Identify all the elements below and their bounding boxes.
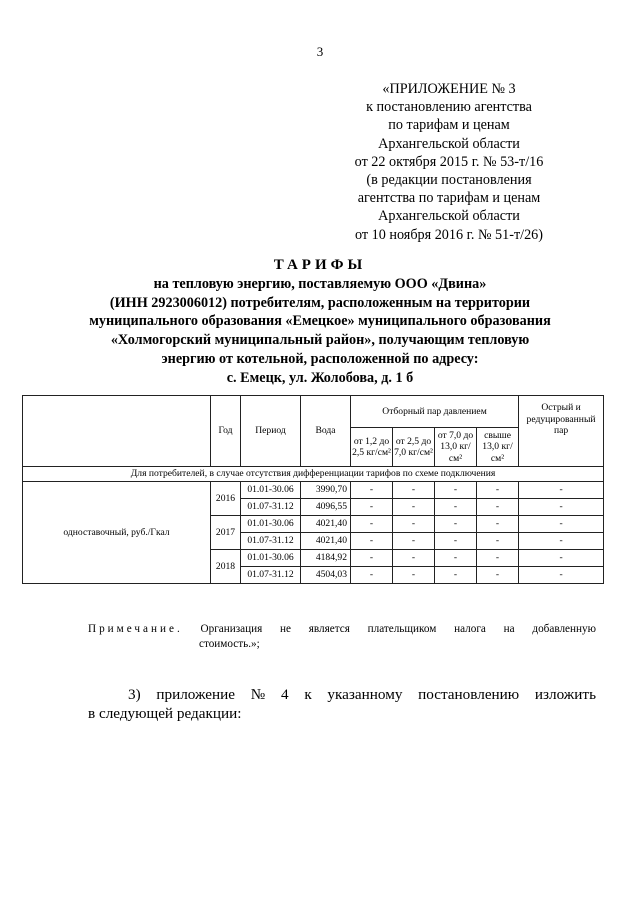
appendix-line: агентства по тарифам и ценам (357, 190, 541, 207)
period-cell: 01.01-30.06 (241, 516, 301, 533)
period-cell: 01.01-30.06 (241, 482, 301, 499)
appendix-line: Архангельской области (378, 208, 520, 225)
item3-word: приложение (156, 686, 236, 703)
footnote (88, 622, 596, 652)
item3-word: к (304, 686, 312, 703)
pressure-2-value: - (393, 516, 435, 533)
pressure-4-value: - (477, 482, 519, 499)
document-title (0, 256, 640, 388)
pressure-3-value: - (435, 482, 477, 499)
footnote-word: не (280, 623, 291, 635)
live-steam-value: - (519, 533, 604, 550)
pressure-1-value: - (351, 533, 393, 550)
pressure-4-value: - (477, 533, 519, 550)
pressure-2-value: - (393, 550, 435, 567)
pressure-4-value: - (477, 516, 519, 533)
paragraph-item-3 (88, 685, 596, 723)
appendix-line: по тарифам и ценам (388, 117, 510, 134)
pressure-3-value: - (435, 533, 477, 550)
live-steam-value: - (519, 550, 604, 567)
pressure-1-value: - (351, 499, 393, 516)
header-steam-group: Отборный пар давлением (351, 396, 519, 428)
header-period: Период (241, 396, 301, 467)
water-value: 3990,70 (301, 482, 351, 499)
year-cell: 2017 (211, 516, 241, 550)
appendix-line: Архангельской области (378, 135, 520, 152)
item3-word: 4 (281, 686, 289, 703)
title-line: с. Емецк, ул. Жолобова, д. 1 б (226, 369, 414, 386)
pressure-3-value: - (435, 567, 477, 584)
item3-line-2: в следующей редакции: (88, 705, 242, 722)
page-number: 3 (316, 44, 324, 59)
water-value: 4021,40 (301, 516, 351, 533)
period-cell: 01.07-31.12 (241, 499, 301, 516)
header-empty (23, 396, 211, 467)
pressure-3-value: - (435, 516, 477, 533)
pressure-2-value: - (393, 482, 435, 499)
footnote-word: Организация (200, 623, 263, 635)
appendix-line: от 22 октября 2015 г. № 53-т/16 (354, 153, 544, 170)
pressure-1-value: - (351, 567, 393, 584)
footnote-line-2: стоимость.»; (199, 638, 260, 650)
title-line: «Холмогорский муниципальный район», получающим тепловую (110, 332, 530, 349)
title-line: энергию от котельной, расположенной по адресу: (161, 350, 479, 367)
pressure-2-value: - (393, 499, 435, 516)
live-steam-value: - (519, 516, 604, 533)
pressure-2-value: - (393, 533, 435, 550)
item3-word: № (250, 686, 266, 703)
item3-word: постановлению (418, 686, 520, 703)
water-value: 4021,40 (301, 533, 351, 550)
item3-word: 3) (128, 686, 141, 703)
pressure-3-value: - (435, 550, 477, 567)
item3-word: изложить (534, 686, 596, 703)
live-steam-value: - (519, 482, 604, 499)
appendix-header (340, 80, 558, 244)
table-row (23, 482, 604, 499)
pressure-4-value: - (477, 550, 519, 567)
table-note-row: Для потребителей, в случае отсутствия дифференциации тарифов по схеме подключения (23, 467, 604, 482)
year-cell: 2016 (211, 482, 241, 516)
pressure-1-value: - (351, 516, 393, 533)
header-water: Вода (301, 396, 351, 467)
footnote-word: на (503, 623, 515, 635)
footnote-word: налога (454, 623, 486, 635)
header-live-steam: Острый и редуцированный пар (519, 396, 604, 467)
tariff-table (22, 395, 604, 584)
footnote-word: плательщиком (367, 623, 437, 635)
water-value: 4096,55 (301, 499, 351, 516)
live-steam-value: - (519, 567, 604, 584)
pressure-3-value: - (435, 499, 477, 516)
title-main: ТАРИФЫ (273, 257, 367, 273)
item3-word: указанному (327, 686, 403, 703)
pressure-1-value: - (351, 482, 393, 499)
pressure-4-value: - (477, 567, 519, 584)
water-value: 4184,92 (301, 550, 351, 567)
title-line: на тепловую энергию, поставляемую ООО «Двина» (153, 275, 487, 292)
period-cell: 01.07-31.12 (241, 567, 301, 584)
footnote-word: добавленную (532, 623, 596, 635)
year-cell: 2018 (211, 550, 241, 584)
period-cell: 01.07-31.12 (241, 533, 301, 550)
row-label: одноставочный, руб./Гкал (23, 482, 211, 584)
appendix-line: от 10 ноября 2016 г. № 51-т/26) (355, 226, 543, 243)
header-pressure-4: свыше 13,0 кг/см² (477, 428, 519, 467)
appendix-line: к постановлению агентства (366, 99, 532, 116)
water-value: 4504,03 (301, 567, 351, 584)
header-pressure-2: от 2,5 до 7,0 кг/см² (393, 428, 435, 467)
live-steam-value: - (519, 499, 604, 516)
pressure-1-value: - (351, 550, 393, 567)
header-pressure-1: от 1,2 до 2,5 кг/см² (351, 428, 393, 467)
pressure-4-value: - (477, 499, 519, 516)
title-line: муниципального образования «Емецкое» муниципального образования (89, 313, 551, 330)
title-line: (ИНН 2923006012) потребителям, расположенным на территории (109, 294, 531, 311)
header-year: Год (211, 396, 241, 467)
appendix-line: «ПРИЛОЖЕНИЕ № 3 (382, 81, 516, 97)
header-pressure-3: от 7,0 до 13,0 кг/см² (435, 428, 477, 467)
period-cell: 01.01-30.06 (241, 550, 301, 567)
appendix-line: (в редакции постановления (366, 172, 532, 189)
footnote-label: Примечание. (88, 623, 183, 635)
pressure-2-value: - (393, 567, 435, 584)
footnote-word: является (308, 623, 350, 635)
